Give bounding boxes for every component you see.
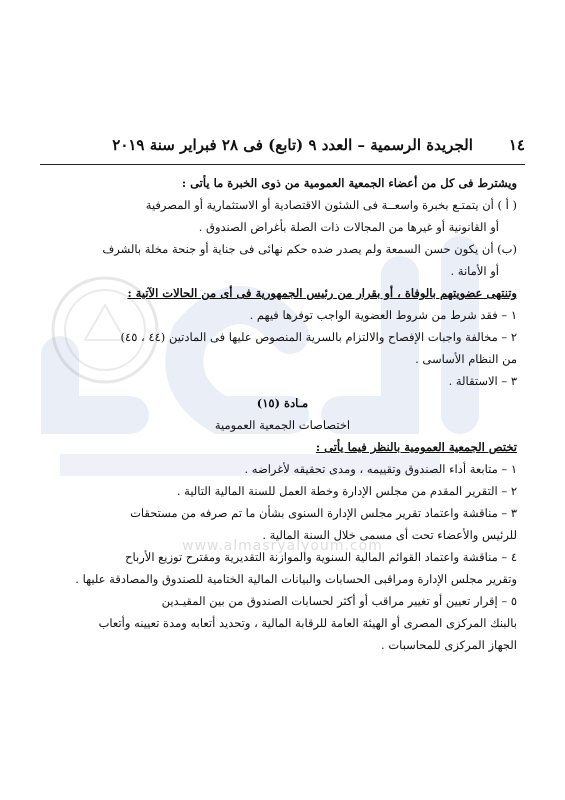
paragraph-line: ٢ – مخالفة واجبات الإفصاح والالتزام بالسرية المنصوص عليها فى المادتين (٤٤ ، ٤٥) <box>120 330 517 344</box>
page-header <box>40 136 525 160</box>
paragraph-line: ٥ – إقرار تعيين أو تغيير مراقب أو أكثر لحسابات الصندوق من بين المقيـدين <box>161 594 517 608</box>
paragraph-line: بالبنك المركزى المصرى أو الهيئة العامة للرقابة المالية ، وتحديد أتعابه ومدة تعيينه وأتعاب <box>98 616 517 630</box>
paragraph-line: من النظام الأساسى . <box>415 352 517 366</box>
paragraph-line: ١ – فقد شرط من شروط العضوية الواجب توفرها فيهم . <box>249 308 517 322</box>
paragraph-line: للرئيس والأعضاء تحت أى مسمى خلال السنة المالية . <box>262 528 517 542</box>
paragraph-line: ١ – متابعة أداء الصندوق وتقييمه ، ومدى تحقيقه لأغراضه . <box>244 462 517 476</box>
article-subtitle: اختصاصات الجمعية العمومية <box>214 418 351 432</box>
paragraph-line: أو الأمانة . <box>450 264 499 278</box>
paragraph-line: وتنتهى عضويتهم بالوفاة ، أو بقرار من رئيس الجمهورية فى أى من الحالات الآتية : <box>127 286 517 300</box>
gazette-title: الجريدة الرسمية – العدد ٩ (تابع) فى ٢٨ فبراير سنة ٢٠١٩ <box>112 136 473 154</box>
article-title: مـادة (١٥) <box>256 396 309 410</box>
paragraph-line: الجهاز المركزى للمحاسبات . <box>381 638 517 652</box>
paragraph-line: ٣ – الاستقالة . <box>448 374 517 388</box>
paragraph-line: ويشترط فى كل من أعضاء الجمعية العمومية من ذوى الخبرة ما يأتى : <box>181 176 517 190</box>
header-divider <box>40 164 525 165</box>
paragraph-line: وتقرير مجلس الإدارة ومراقبى الحسابات والبيانات المالية الختامية للصندوق والمصادقة عليها . <box>75 572 517 586</box>
paragraph-line: (ب) أن يكون حسن السمعة ولم يصدر ضده حكم نهائى فى جناية أو جنحة مخلة بالشرف <box>102 242 517 256</box>
paragraph-line: تختص الجمعية العمومية بالنظر فيما يأتى : <box>315 440 517 454</box>
paragraph-line: ٢ – التقرير المقدم من مجلس الإدارة وخطة العمل للسنة المالية التالية . <box>176 484 517 498</box>
paragraph-line: ( أ ) أن يتمتـع بخبرة واسعــة فى الشئون الاقتصادية أو الاستثمارية أو المصرفية <box>145 198 517 212</box>
document-body <box>48 172 517 656</box>
paragraph-line: ٤ – مناقشة واعتماد القوائم المالية السنوية والموازنة التقديرية ومقترح توزيع الأرباح <box>125 550 517 564</box>
page-number: ١٤ <box>508 136 525 154</box>
watermark-url: www.almasryalyoum.com <box>182 538 383 554</box>
paragraph-line: أو القانونية أو غيرها من المجالات ذات الصلة بأغراض الصندوق . <box>198 220 499 234</box>
paragraph-line: ٣ – مناقشة واعتماد تقرير مجلس الإدارة السنوى بشأن ما تم صرفه من مستحقات <box>130 506 517 520</box>
